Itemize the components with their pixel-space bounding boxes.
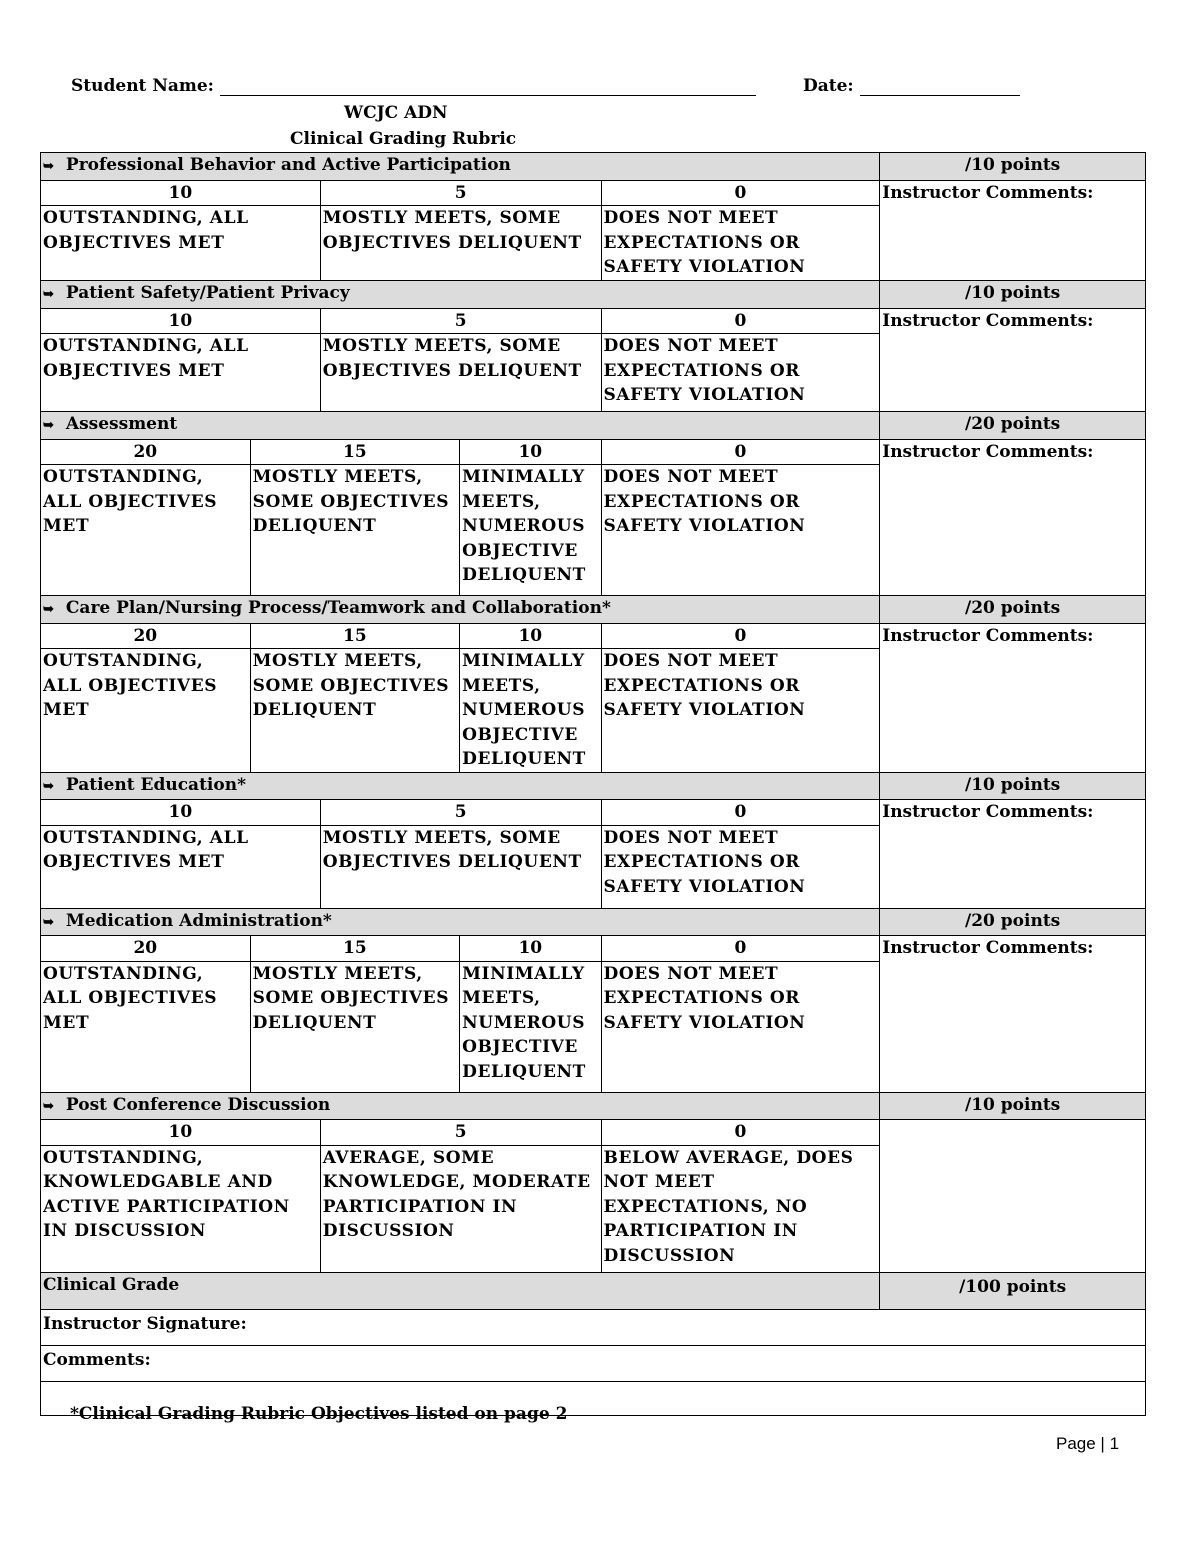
score-level: 0 bbox=[601, 936, 880, 962]
section-name: Assessment bbox=[65, 414, 178, 434]
score-level: 5 bbox=[320, 1120, 601, 1146]
score-row bbox=[41, 180, 1146, 206]
document-title: Clinical Grading Rubric bbox=[290, 129, 517, 149]
arrow-bullet-icon: ➥ bbox=[43, 1098, 54, 1114]
score-level: 5 bbox=[320, 800, 601, 826]
arrow-bullet-icon: ➥ bbox=[43, 159, 54, 174]
section-points: /20 points bbox=[880, 412, 1146, 440]
comments-field[interactable]: Comments: bbox=[41, 1345, 1146, 1381]
score-level: 20 bbox=[41, 623, 251, 649]
score-level: 20 bbox=[41, 936, 251, 962]
date-label: Date: bbox=[803, 76, 854, 96]
section-title bbox=[41, 153, 880, 181]
date-line[interactable] bbox=[860, 77, 1020, 96]
score-level: 10 bbox=[41, 800, 321, 826]
section-points: /10 points bbox=[880, 153, 1146, 181]
section-header-row bbox=[41, 772, 1146, 800]
score-description: MOSTLY MEETS, SOME OBJECTIVES DELIQUENT bbox=[250, 961, 460, 1092]
score-description: DOES NOT MEET EXPECTATIONS OR SAFETY VIOLATION bbox=[601, 206, 880, 281]
score-level: 10 bbox=[41, 180, 321, 206]
instructor-comments-box[interactable]: Instructor Comments: bbox=[880, 936, 1146, 1093]
section-name: Patient Education* bbox=[65, 774, 246, 795]
score-level: 15 bbox=[250, 439, 460, 465]
arrow-bullet-icon: ➥ bbox=[43, 914, 54, 930]
arrow-bullet-icon: ➥ bbox=[43, 418, 54, 433]
section-title bbox=[41, 1092, 880, 1120]
score-description: OUTSTANDING, ALL OBJECTIVES MET bbox=[41, 465, 251, 596]
score-description: DOES NOT MEET EXPECTATIONS OR SAFETY VIOLATION bbox=[601, 825, 880, 908]
section-points: /20 points bbox=[880, 596, 1146, 624]
score-level: 0 bbox=[601, 308, 880, 334]
section-header-row bbox=[41, 412, 1146, 440]
score-description: DOES NOT MEET EXPECTATIONS OR SAFETY VIOLATION bbox=[601, 334, 880, 412]
section-name: Medication Administration* bbox=[65, 910, 332, 931]
arrow-bullet-icon: ➥ bbox=[43, 602, 54, 617]
student-name-line[interactable] bbox=[220, 77, 756, 96]
score-description: OUTSTANDING, ALL OBJECTIVES MET bbox=[41, 961, 251, 1092]
section-header-row bbox=[41, 281, 1146, 309]
section-header-row bbox=[41, 908, 1146, 936]
section-title bbox=[41, 908, 880, 936]
score-row bbox=[41, 800, 1146, 826]
instructor-comments-box[interactable]: Instructor Comments: bbox=[880, 800, 1146, 909]
section-name: Professional Behavior and Active Participation bbox=[65, 155, 511, 175]
clinical-grade-points: /100 points bbox=[880, 1272, 1146, 1309]
section-points: /10 points bbox=[880, 772, 1146, 800]
section-points: /10 points bbox=[880, 1092, 1146, 1120]
score-row bbox=[41, 308, 1146, 334]
section-header-row bbox=[41, 153, 1146, 181]
clinical-grade-label: Clinical Grade bbox=[41, 1272, 880, 1309]
score-description: OUTSTANDING, ALL OBJECTIVES MET bbox=[41, 825, 321, 908]
score-description: MINIMALLY MEETS, NUMEROUS OBJECTIVE DELIQUENT bbox=[460, 465, 601, 596]
instructor-signature-field[interactable]: Instructor Signature: bbox=[41, 1309, 1146, 1345]
score-description: BELOW AVERAGE, DOES NOT MEET EXPECTATIONS, NO PARTICIPATION IN DISCUSSION bbox=[601, 1145, 880, 1272]
score-description: MOSTLY MEETS, SOME OBJECTIVES DELIQUENT bbox=[320, 825, 601, 908]
section-title bbox=[41, 412, 880, 440]
score-description: OUTSTANDING, ALL OBJECTIVES MET bbox=[41, 334, 321, 412]
clinical-grade-row bbox=[41, 1272, 1146, 1309]
arrow-bullet-icon: ➥ bbox=[43, 778, 54, 794]
date-field bbox=[803, 76, 1020, 96]
score-level: 5 bbox=[320, 308, 601, 334]
page-number: Page | 1 bbox=[1056, 1434, 1120, 1453]
section-name: Patient Safety/Patient Privacy bbox=[65, 283, 350, 303]
score-description: DOES NOT MEET EXPECTATIONS OR SAFETY VIOLATION bbox=[601, 649, 880, 773]
score-level: 0 bbox=[601, 439, 880, 465]
score-description: AVERAGE, SOME KNOWLEDGE, MODERATE PARTICIPATION IN DISCUSSION bbox=[320, 1145, 601, 1272]
section-header-row bbox=[41, 596, 1146, 624]
score-description: DOES NOT MEET EXPECTATIONS OR SAFETY VIOLATION bbox=[601, 961, 880, 1092]
score-description: DOES NOT MEET EXPECTATIONS OR SAFETY VIOLATION bbox=[601, 465, 880, 596]
score-level: 10 bbox=[41, 308, 321, 334]
score-level: 0 bbox=[601, 800, 880, 826]
instructor-comments-box[interactable]: Instructor Comments: bbox=[880, 308, 1146, 412]
score-description: OUTSTANDING, ALL OBJECTIVES MET bbox=[41, 649, 251, 773]
section-title bbox=[41, 596, 880, 624]
instructor-comments-box[interactable]: Instructor Comments: bbox=[880, 180, 1146, 281]
score-description: MINIMALLY MEETS, NUMEROUS OBJECTIVE DELIQUENT bbox=[460, 961, 601, 1092]
student-name-field bbox=[71, 76, 756, 96]
score-level: 15 bbox=[250, 623, 460, 649]
section-name: Post Conference Discussion bbox=[65, 1094, 331, 1115]
instructor-comments-box[interactable]: Instructor Comments: bbox=[880, 439, 1146, 596]
score-level: 15 bbox=[250, 936, 460, 962]
section-title bbox=[41, 772, 880, 800]
score-row bbox=[41, 936, 1146, 962]
score-description: MOSTLY MEETS, SOME OBJECTIVES DELIQUENT bbox=[320, 206, 601, 281]
section-name: Care Plan/Nursing Process/Teamwork and Collaboration* bbox=[65, 598, 611, 618]
arrow-bullet-icon: ➥ bbox=[43, 287, 54, 302]
score-row bbox=[41, 439, 1146, 465]
rubric-table bbox=[40, 152, 1146, 1416]
score-level: 10 bbox=[41, 1120, 321, 1146]
score-description: MOSTLY MEETS, SOME OBJECTIVES DELIQUENT bbox=[250, 649, 460, 773]
score-description: MOSTLY MEETS, SOME OBJECTIVES DELIQUENT bbox=[250, 465, 460, 596]
signature-row bbox=[41, 1309, 1146, 1345]
score-level: 10 bbox=[460, 439, 601, 465]
score-description: OUTSTANDING, KNOWLEDGABLE AND ACTIVE PARTICIPATION IN DISCUSSION bbox=[41, 1145, 321, 1272]
section-title bbox=[41, 281, 880, 309]
score-description: MINIMALLY MEETS, NUMEROUS OBJECTIVE DELIQUENT bbox=[460, 649, 601, 773]
instructor-comments-box[interactable]: Instructor Comments: bbox=[880, 623, 1146, 772]
instructor-comments-box[interactable] bbox=[880, 1120, 1146, 1273]
score-level: 10 bbox=[460, 936, 601, 962]
student-name-label: Student Name: bbox=[71, 76, 214, 96]
section-header-row bbox=[41, 1092, 1146, 1120]
footnote: *Clinical Grading Rubric Objectives listed on page 2 bbox=[70, 1404, 568, 1424]
score-level: 5 bbox=[320, 180, 601, 206]
section-points: /10 points bbox=[880, 281, 1146, 309]
score-row bbox=[41, 1120, 1146, 1146]
org-name: WCJC ADN bbox=[344, 103, 448, 123]
score-level: 0 bbox=[601, 180, 880, 206]
comments-row bbox=[41, 1345, 1146, 1381]
score-description: MOSTLY MEETS, SOME OBJECTIVES DELIQUENT bbox=[320, 334, 601, 412]
score-description: OUTSTANDING, ALL OBJECTIVES MET bbox=[41, 206, 321, 281]
score-level: 0 bbox=[601, 1120, 880, 1146]
score-level: 0 bbox=[601, 623, 880, 649]
section-points: /20 points bbox=[880, 908, 1146, 936]
score-level: 20 bbox=[41, 439, 251, 465]
score-level: 10 bbox=[460, 623, 601, 649]
score-row bbox=[41, 623, 1146, 649]
